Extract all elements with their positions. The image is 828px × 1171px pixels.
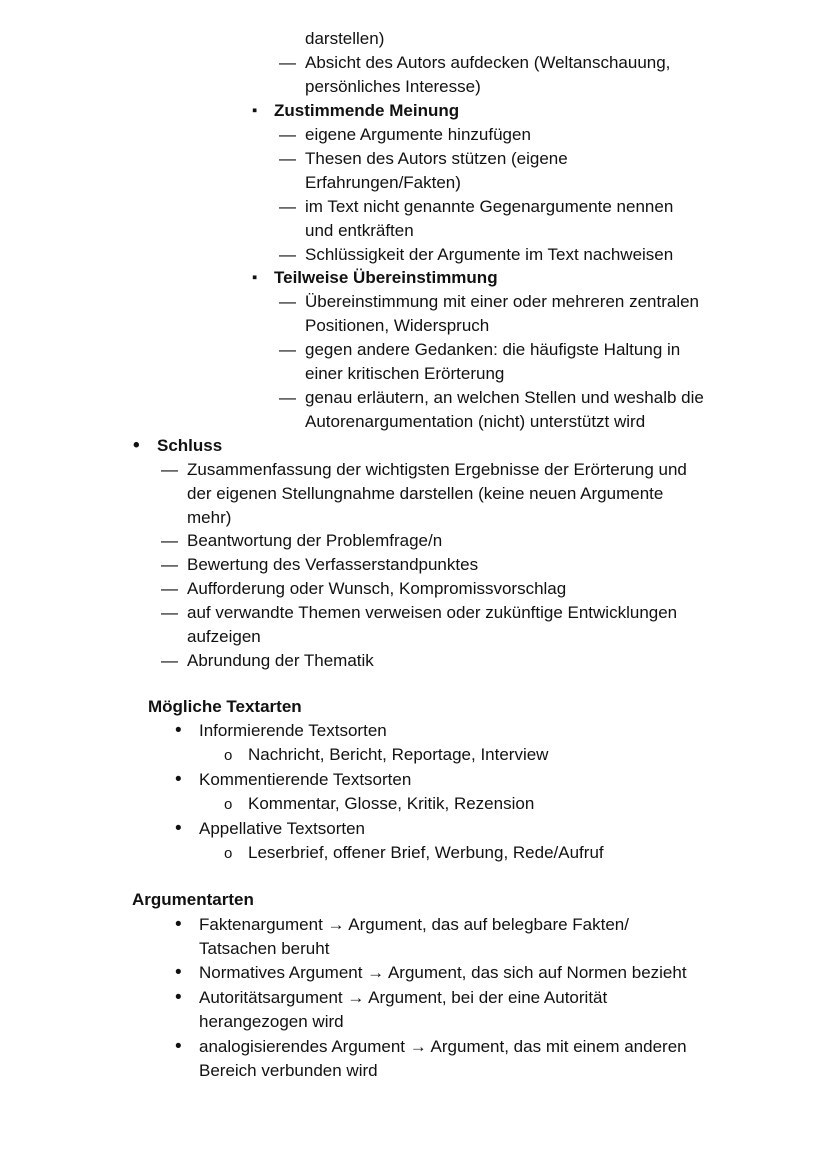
argumentart-item: • Autoritätsargument → Argument, bei der eine Autorität [199, 986, 607, 1010]
schluss-item-cont: mehr) [187, 508, 232, 527]
teilweise-item: — gegen andere Gedanken: die häufigste Haltung in [305, 338, 680, 362]
continuation-text: darstellen) [305, 29, 385, 48]
zustimmend-item-cont: und entkräften [305, 221, 414, 240]
schluss-item: — Aufforderung oder Wunsch, Kompromissvorschlag [187, 577, 566, 601]
textarten-heading: Mögliche Textarten [148, 697, 302, 716]
schluss-item-cont: aufzeigen [187, 627, 261, 646]
schluss-heading: • Schluss [157, 434, 222, 458]
zustimmend-item-cont: Erfahrungen/Fakten) [305, 173, 461, 192]
zustimmend-item: — eigene Argumente hinzufügen [305, 123, 531, 147]
textart-examples: o Leserbrief, offener Brief, Werbung, Rede/Aufruf [248, 841, 604, 865]
argumentart-item-cont: Bereich verbunden wird [199, 1061, 378, 1080]
zustimmend-item: — im Text nicht genannte Gegenargumente nennen [305, 195, 673, 219]
teilweise-heading: ▪ Teilweise Übereinstimmung [274, 266, 498, 290]
textart-group: • Kommentierende Textsorten [199, 768, 411, 792]
argumentart-item-cont: herangezogen wird [199, 1012, 344, 1031]
teilweise-item-cont: Positionen, Widerspruch [305, 316, 490, 335]
textart-group: • Appellative Textsorten [199, 817, 365, 841]
teilweise-item-cont: einer kritischen Erörterung [305, 364, 505, 383]
schluss-item-cont: der eigenen Stellungnahme darstellen (keine neuen Argumente [187, 484, 664, 503]
argumentart-item-cont: Tatsachen beruht [199, 939, 330, 958]
argumentarten-heading: Argumentarten [132, 890, 254, 909]
schluss-item: — Zusammenfassung der wichtigsten Ergebnisse der Erörterung und [187, 458, 687, 482]
schluss-item: — Beantwortung der Problemfrage/n [187, 529, 442, 553]
argumentart-item: • Normatives Argument → Argument, das sich auf Normen bezieht [199, 961, 687, 985]
teilweise-item-cont: Autorenargumentation (nicht) unterstützt wird [305, 412, 646, 431]
schluss-item: — Abrundung der Thematik [187, 649, 374, 673]
textart-examples: o Kommentar, Glosse, Kritik, Rezension [248, 792, 534, 816]
argumentart-item: • Faktenargument → Argument, das auf belegbare Fakten/ [199, 913, 629, 937]
zustimmend-heading: ▪ Zustimmende Meinung [274, 99, 459, 123]
textart-examples: o Nachricht, Bericht, Reportage, Interview [248, 743, 548, 767]
schluss-item: — Bewertung des Verfasserstandpunktes [187, 553, 478, 577]
zustimmend-item: — Thesen des Autors stützen (eigene [305, 147, 568, 171]
teilweise-item: — genau erläutern, an welchen Stellen und weshalb die [305, 386, 704, 410]
teilweise-item: — Übereinstimmung mit einer oder mehreren zentralen [305, 290, 699, 314]
intent-item: — Absicht des Autors aufdecken (Weltanschauung, [305, 51, 670, 75]
argumentart-item: • analogisierendes Argument → Argument, das mit einem anderen [199, 1035, 687, 1059]
intent-item-cont: persönliches Interesse) [305, 77, 481, 96]
schluss-item: — auf verwandte Themen verweisen oder zukünftige Entwicklungen [187, 601, 677, 625]
textart-group: • Informierende Textsorten [199, 719, 387, 743]
zustimmend-item: — Schlüssigkeit der Argumente im Text nachweisen [305, 243, 673, 267]
